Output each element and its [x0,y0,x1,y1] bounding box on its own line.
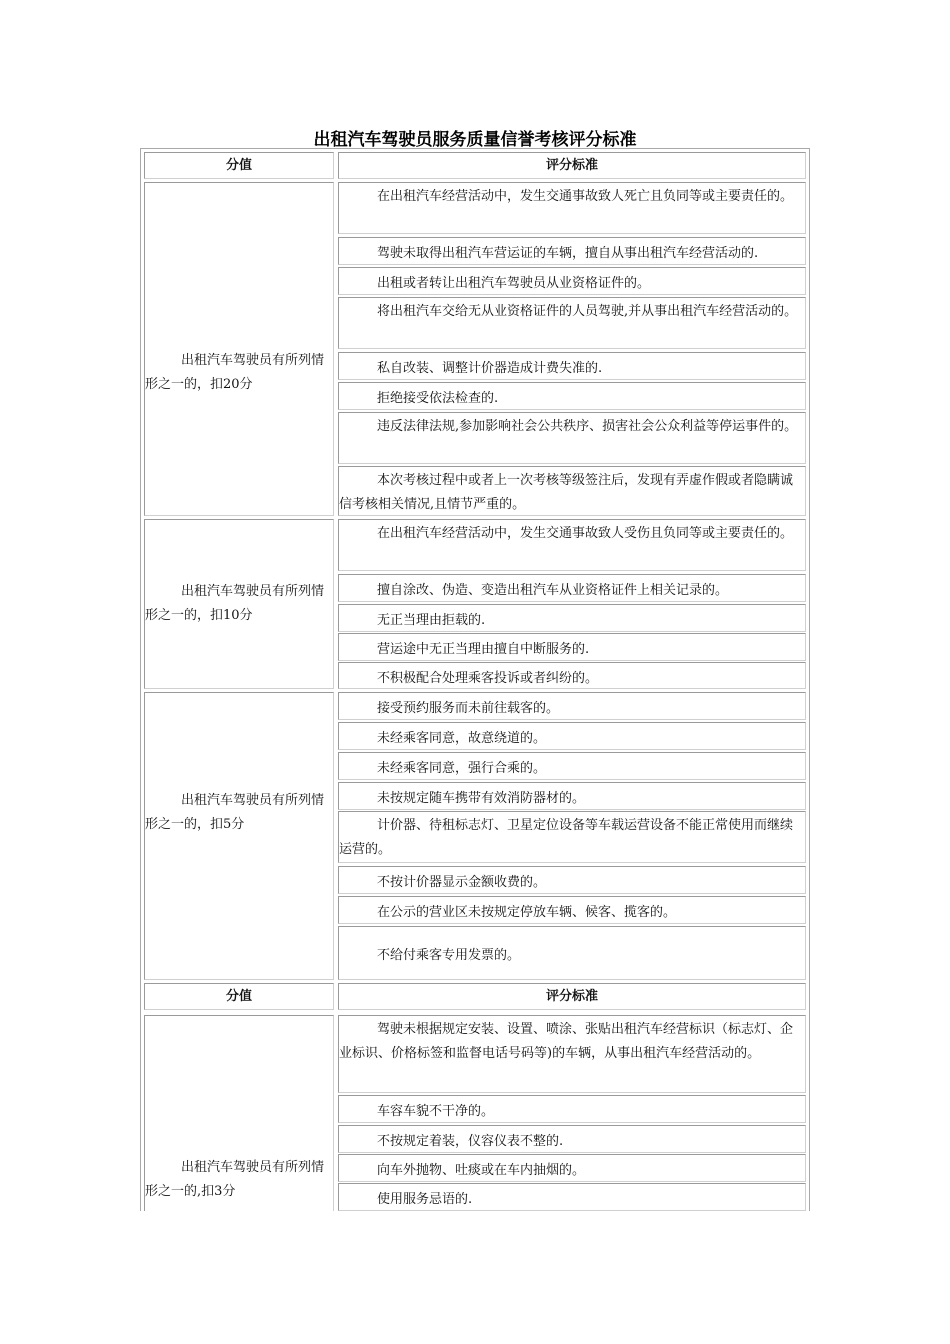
scoring-table [140,148,810,1211]
section-deduct-20 [144,182,806,516]
criteria-item: 违反法律法规,参加影响社会公共秩序、损害社会公众利益等停运事件的。 [338,412,806,464]
criteria-item: 擅自涂改、伪造、变造出租汽车从业资格证件上相关记录的。 [338,574,806,602]
criteria-item: 在出租汽车经营活动中，发生交通事故致人死亡且负同等或主要责任的。 [338,182,806,234]
score-cell [144,519,334,689]
criteria-item: 私自改装、调整计价器造成计费失准的. [338,352,806,380]
criteria-item: 在公示的营业区未按规定停放车辆、候客、揽客的。 [338,896,806,924]
criteria-item: 不积极配合处理乘客投诉或者纠纷的。 [338,662,806,689]
criteria-column-header: 评分标准 [338,152,806,179]
criteria-item: 本次考核过程中或者上一次考核等级签注后，发现有弄虚作假或者隐瞒诚信考核相关情况,且情节严重的。 [338,466,806,516]
criteria-item: 驾驶未根据规定安装、设置、喷涂、张贴出租汽车经营标识（标志灯、企业标识、价格标签和监督电话号码等)的车辆，从事出租汽车经营活动的。 [338,1015,806,1093]
criteria-item: 驾驶未取得出租汽车营运证的车辆，擅自从事出租汽车经营活动的. [338,237,806,265]
score-text: 出租汽车驾驶员有所列情形之一的，扣20分 [145,353,325,392]
criteria-column-header: 评分标准 [338,983,806,1010]
criteria-item: 使用服务忌语的. [338,1183,806,1211]
criteria-item: 不按计价器显示金额收费的。 [338,866,806,894]
section-deduct-5 [144,692,806,980]
criteria-item: 接受预约服务而未前往载客的。 [338,692,806,720]
table-header [144,152,806,179]
section-deduct-10 [144,519,806,689]
score-column-header: 分值 [144,152,334,179]
criteria-item: 不按规定着装，仪容仪表不整的. [338,1125,806,1153]
criteria-item: 向车外抛物、吐痰或在车内抽烟的。 [338,1154,806,1182]
table-header [144,983,806,1010]
criteria-item: 将出租汽车交给无从业资格证件的人员驾驶,并从事出租汽车经营活动的。 [338,297,806,349]
criteria-item: 不给付乘客专用发票的。 [338,926,806,980]
criteria-item: 车容车貌不干净的。 [338,1095,806,1123]
score-cell [144,182,334,516]
page-title: 出租汽车驾驶员服务质量信誉考核评分标准 [313,130,637,150]
score-cell [144,692,334,980]
section-deduct-3 [144,1015,806,1211]
criteria-item: 计价器、待租标志灯、卫星定位设备等车载运营设备不能正常使用而继续运营的。 [338,811,806,863]
criteria-item: 在出租汽车经营活动中，发生交通事故致人受伤且负同等或主要责任的。 [338,519,806,571]
criteria-item: 未经乘客同意，故意绕道的。 [338,722,806,750]
score-text: 出租汽车驾驶员有所列情形之一的，扣10分 [145,584,325,623]
score-text: 出租汽车驾驶员有所列情形之一的,扣3分 [145,1160,325,1199]
score-column-header: 分值 [144,983,334,1010]
score-text: 出租汽车驾驶员有所列情形之一的，扣5分 [145,793,325,832]
criteria-item: 未按规定随车携带有效消防器材的。 [338,782,806,810]
criteria-item: 无正当理由拒载的. [338,604,806,632]
criteria-item: 出租或者转让出租汽车驾驶员从业资格证件的。 [338,267,806,295]
criteria-item: 拒绝接受依法检查的. [338,382,806,410]
criteria-item: 营运途中无正当理由擅自中断服务的. [338,633,806,661]
criteria-item: 未经乘客同意，强行合乘的。 [338,752,806,780]
score-cell [144,1015,334,1211]
